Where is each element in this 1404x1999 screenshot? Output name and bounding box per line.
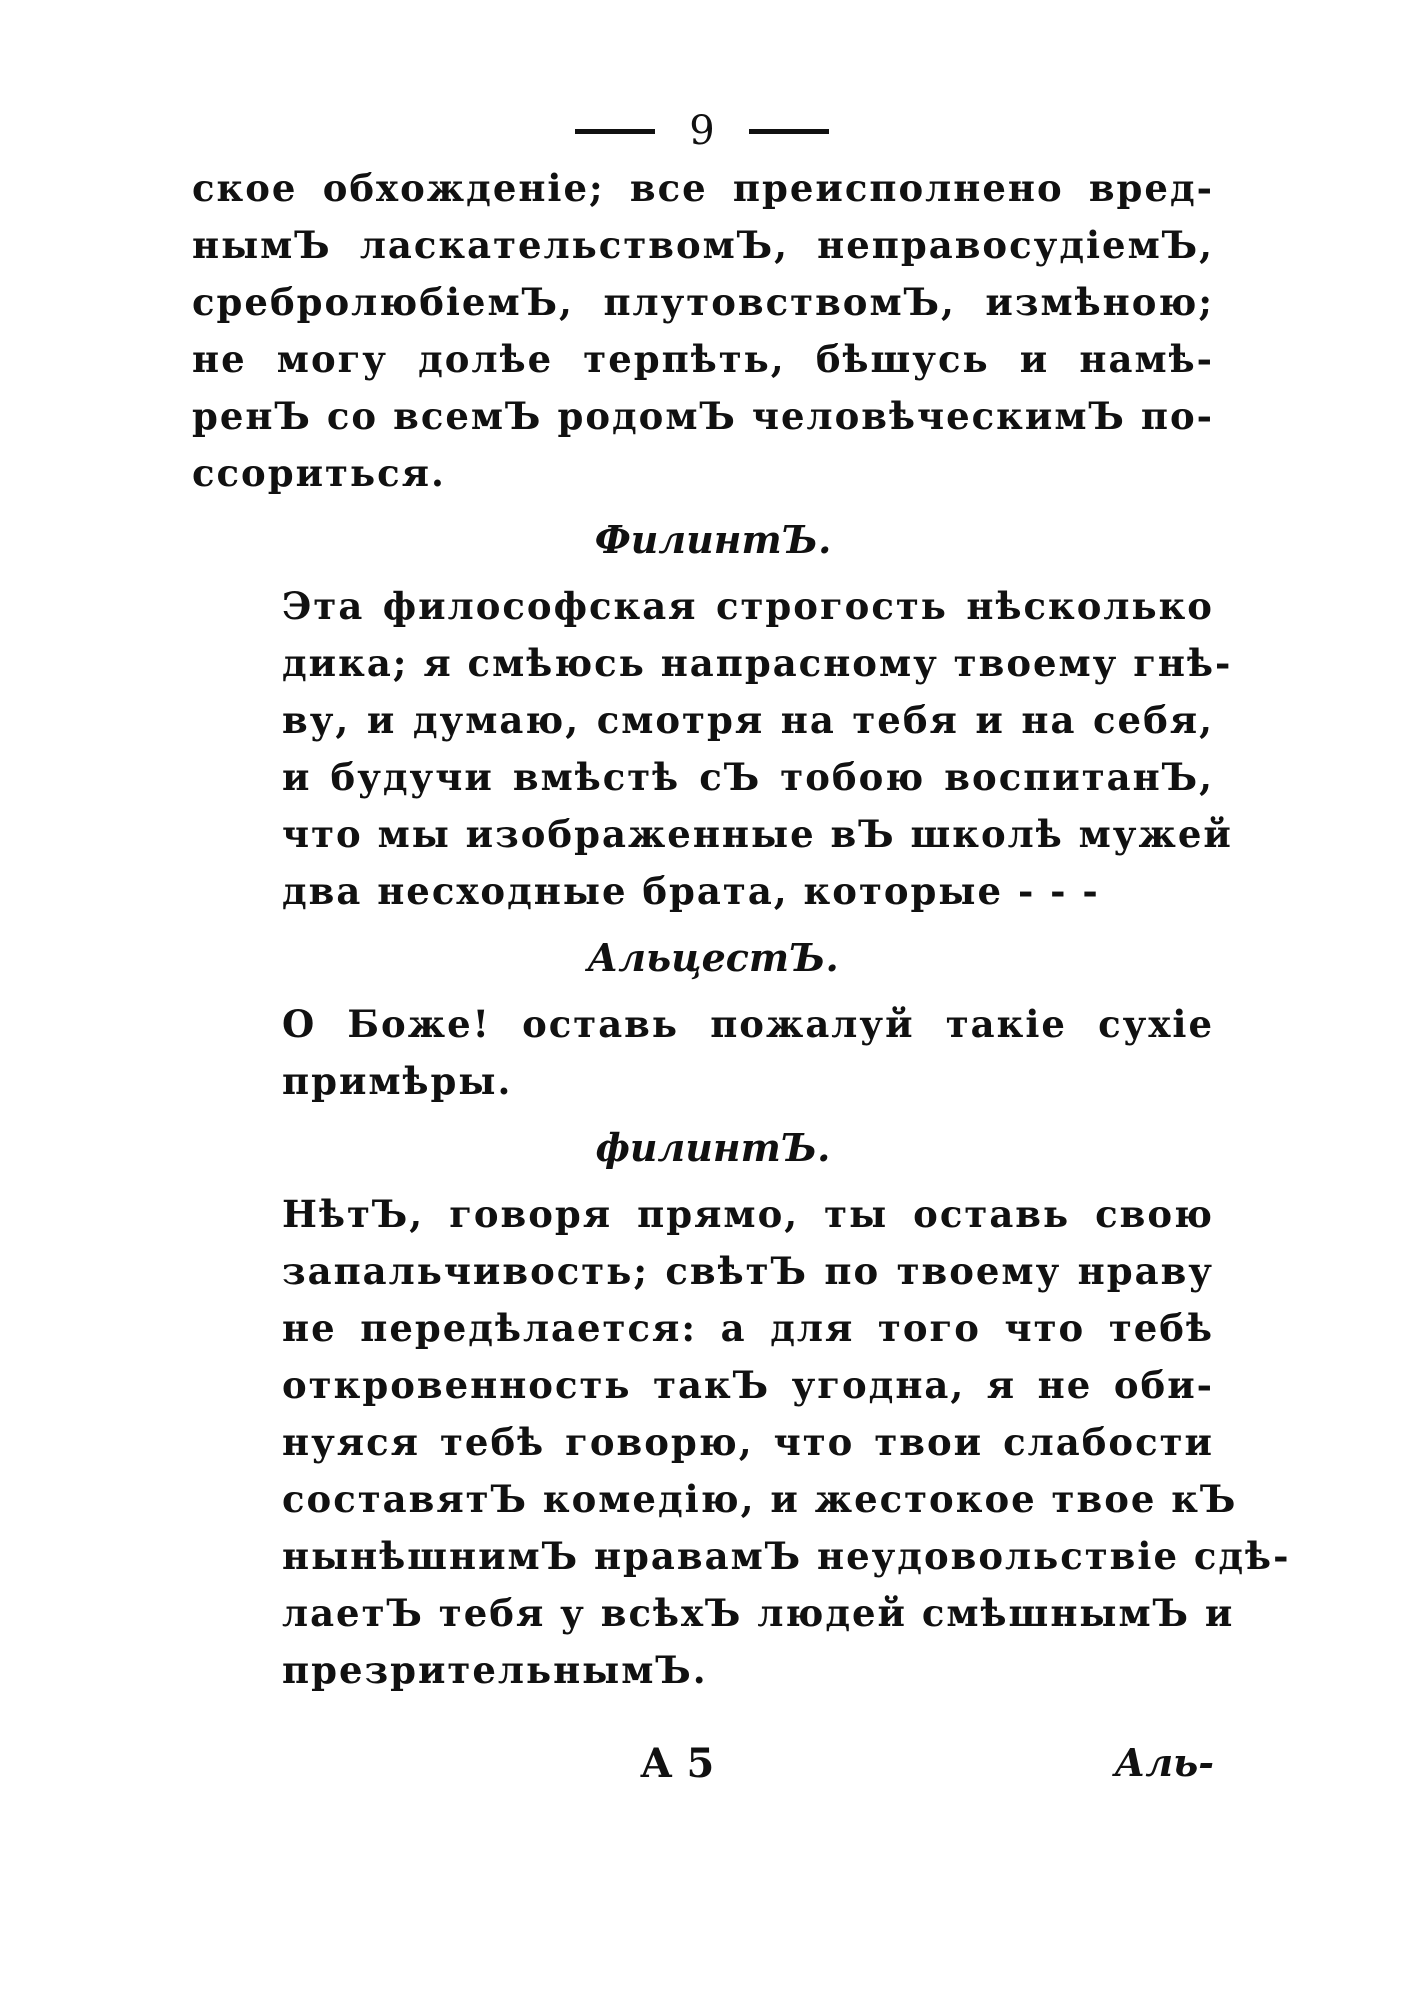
- text-line: не передѣлается: а для того что тебѣ: [282, 1306, 1214, 1350]
- signature-mark: А 5: [640, 1740, 715, 1787]
- text-line: сребролюбіемЪ, плутовствомЪ, измѣною;: [192, 280, 1214, 324]
- header-rule-right: [749, 129, 829, 134]
- text-line: ссориться.: [192, 451, 446, 495]
- text-line: О Боже! оставь пожалуй такіе сухіе: [282, 1002, 1214, 1046]
- text-line: нуяся тебѣ говорю, что твои слабости: [282, 1420, 1214, 1464]
- text-line: Эта философская строгость нѣсколько: [282, 584, 1214, 628]
- page-body: [192, 160, 1291, 1699]
- text-line: два несходные брата, которые - - -: [282, 869, 1100, 913]
- page-number: 9: [689, 108, 715, 154]
- speaker-name: АльцестЪ.: [587, 935, 839, 980]
- text-line: составятЪ комедію, и жестокое твое кЪ: [282, 1477, 1238, 1521]
- text-line: не могу долѣе терпѣть, бѣшусь и намѣ-: [192, 337, 1214, 381]
- text-line: ренЪ со всемЪ родомЪ человѣческимЪ по-: [192, 394, 1214, 438]
- text-line: лаетЪ тебя у всѣхЪ людей смѣшнымЪ и: [282, 1591, 1235, 1635]
- text-line: откровенность такЪ угодна, я не оби-: [282, 1363, 1214, 1407]
- paragraph: [192, 1186, 1291, 1699]
- text-line: и будучи вмѣстѣ сЪ тобою воспитанЪ,: [282, 755, 1214, 799]
- paragraph: [192, 996, 1214, 1110]
- speaker-name: филинтЪ.: [595, 1125, 831, 1170]
- header-rule-left: [575, 129, 655, 134]
- page-header: [0, 108, 1404, 154]
- paragraph: [192, 160, 1214, 502]
- text-line: презрительнымЪ.: [282, 1648, 708, 1692]
- speaker-name: ФилинтЪ.: [594, 517, 832, 562]
- text-line: ву, и думаю, смотря на тебя и на себя,: [282, 698, 1214, 742]
- paragraph: [192, 578, 1233, 920]
- text-line: примѣры.: [282, 1059, 513, 1103]
- text-line: запальчивость; свѣтЪ по твоему нраву: [282, 1249, 1214, 1293]
- text-line: ское обхожденіе; все преисполнено вред-: [192, 166, 1214, 210]
- text-line: нынѣшнимЪ нравамЪ неудовольствіе сдѣ-: [282, 1534, 1291, 1578]
- text-line: что мы изображенные вЪ школѣ мужей: [282, 812, 1233, 856]
- text-line: дика; я смѣюсь напрасному твоему гнѣ-: [282, 641, 1233, 685]
- text-line: нымЪ ласкательствомЪ, неправосудіемЪ,: [192, 223, 1214, 267]
- page-footer: [0, 1740, 1404, 1800]
- text-line: НѣтЪ, говоря прямо, ты оставь свою: [282, 1192, 1214, 1236]
- catchword: Аль-: [1114, 1740, 1214, 1785]
